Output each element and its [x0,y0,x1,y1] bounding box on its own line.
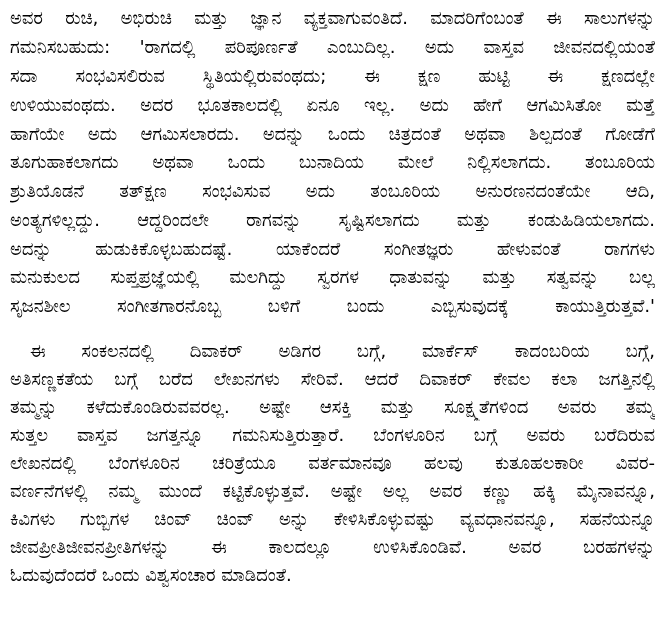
text-line: ಅತಿಸಣ್ಣಕತೆಯ ಬಗ್ಗೆ ಬರೆದ ಲೇಖನಗಳು ಸೇರಿವೆ. ಆದರೆ ದಿವಾಕರ್ ಕೇವಲ ಕಲಾ ಜಗತ್ತಿನಲ್ಲಿ [10,369,655,390]
text-line: ಅಂತ್ಯಗಳಿಲ್ಲದ್ದು. ಆದ್ದರಿಂದಲೇ ರಾಗವನ್ನು ಸೃಷ್ಟಿಸಲಾಗದು ಮತ್ತು ಕಂಡುಹಿಡಿಯಲಾಗದು. [10,210,655,231]
text-line: ಓದುವುದೆಂದರೆ ಒಂದು ವಿಶ್ವಸಂಚಾರ ಮಾಡಿದಂತೆ. [10,565,292,586]
text-line: ಗಮನಿಸಬಹುದು: 'ರಾಗದಲ್ಲಿ ಪರಿಪೂರ್ಣತೆ ಎಂಬುದಿಲ್ಲ. ಅದು ವಾಸ್ತವ ಜೀವನದಲ್ಲಿಯಂತೆ [10,37,655,58]
text-line: ವರ್ಣನೆಗಳಲ್ಲಿ ನಮ್ಮ ಮುಂದೆ ಕಟ್ಟಿಕೊಳ್ಳುತ್ತವೆ. ಅಷ್ಟೇ ಅಲ್ಲ ಅವರ ಕಣ್ಣು ಹಕ್ಕಿ ಮೈನಾವನ್ನೂ, [10,481,655,502]
text-line: ತೂಗುಹಾಕಲಾಗದು ಅಥವಾ ಒಂದು ಬುನಾದಿಯ ಮೇಲೆ ನಿಲ್ಲಿಸಲಾಗದು. ತಂಬೂರಿಯ [10,152,655,173]
text-line: ಸದಾ ಸಂಭವಿಸಲಿರುವ ಸ್ಥಿತಿಯಲ್ಲಿರುವಂಥದು; ಈ ಕ್ಷಣ ಹುಟ್ಟಿ ಈ ಕ್ಷಣದಲ್ಲೇ [10,66,655,87]
text-line: ಉಳಿಯುವಂಥದು. ಅದರ ಭೂತಕಾಲದಲ್ಲಿ ಏನೂ ಇಲ್ಲ. ಅದು ಹೇಗೆ ಆಗಮಿಸಿತೋ ಮತ್ತೆ [10,95,655,116]
text-line: ಹಾಗೆಯೇ ಅದು ಆಗಮಿಸಲಾರದು. ಅದನ್ನು ಒಂದು ಚಿತ್ರದಂತೆ ಅಥವಾ ಶಿಲ್ಪದಂತೆ ಗೋಡೆಗೆ [10,124,655,145]
text-line: ಲೇಖನದಲ್ಲಿ ಬೆಂಗಳೂರಿನ ಚರಿತ್ರೆಯೂ ವರ್ತಮಾನವೂ ಹಲವು ಕುತೂಹಲಕಾರೀ ವಿವರ- [10,453,655,474]
text-line: ಈ ಸಂಕಲನದಲ್ಲಿ ದಿವಾಕರ್ ಅಡಿಗರ ಬಗ್ಗೆ, ಮಾರ್ಕೆಸ್ ಕಾದಂಬರಿಯ ಬಗ್ಗೆ, [30,341,655,362]
text-line: ತಮ್ಮನ್ನು ಕಳೆದುಕೊಂಡಿರುವವರಲ್ಲ. ಅಷ್ಟೇ ಆಸಕ್ತಿ ಮತ್ತು ಸೂಕ್ಷ್ಮತೆಗಳಿಂದ ಅವರು ತಮ್ಮ [10,397,655,418]
text-line: ಅದನ್ನು ಹುಡುಕಿಕೊಳ್ಳಬಹುದಷ್ಟೆ. ಯಾಕೆಂದರೆ ಸಂಗೀತಜ್ಞರು ಹೇಳುವಂತೆ ರಾಗಗಳು [10,239,655,260]
text-line: ಸುತ್ತಲ ವಾಸ್ತವ ಜಗತ್ತನ್ನೂ ಗಮನಿಸುತ್ತಿರುತ್ತಾರೆ. ಬೆಂಗಳೂರಿನ ಬಗ್ಗೆ ಅವರು ಬರೆದಿರುವ [10,425,655,446]
text-line: ಅವರ ರುಚಿ, ಅಭಿರುಚಿ ಮತ್ತು ಜ್ಞಾನ ವ್ಯಕ್ತವಾಗುವಂತಿದೆ. ಮಾದರಿಗೆಂಬಂತೆ ಈ ಸಾಲುಗಳನ್ನು [10,8,655,29]
text-line: ಸೃಜನಶೀಲ ಸಂಗೀತಗಾರನೊಬ್ಬ ಬಳಿಗೆ ಬಂದು ಎಬ್ಬಿಸುವುದಕ್ಕೆ ಕಾಯುತ್ತಿರುತ್ತವೆ.' [10,296,655,317]
text-line: ಜೀವಪ್ರೀತಿಜೀವನಪ್ರೀತಿಗಳನ್ನು ಈ ಕಾಲದಲ್ಲೂ ಉಳಿಸಿಕೊಂಡಿವೆ. ಅವರ ಬರಹಗಳನ್ನು [10,537,655,558]
text-line: ಮನುಕುಲದ ಸುಪ್ತಪ್ರಜ್ಞೆಯಲ್ಲಿ ಮಲಗಿದ್ದು ಸ್ವರಗಳ ಧಾತುವನ್ನು ಮತ್ತು ಸತ್ವವನ್ನು ಬಲ್ಲ [10,267,655,288]
text-line: ಕಿವಿಗಳು ಗುಬ್ಬಿಗಳ ಚಿಂವ್ ಚಿಂವ್ ಅನ್ನು ಕೇಳಿಸಿಕೊಳ್ಳುವಷ್ಟು ವ್ಯವಧಾನವನ್ನೂ, ಸಹನೆಯನ್ನೂ [10,509,655,530]
text-line: ಶ್ರುತಿಯೊಡನೆ ತತ್ಕ್ಷಣ ಸಂಭವಿಸುವ ಅದು ತಂಬೂರಿಯ ಅನುರಣನದಂತೆಯೇ ಆದಿ, [10,181,655,202]
